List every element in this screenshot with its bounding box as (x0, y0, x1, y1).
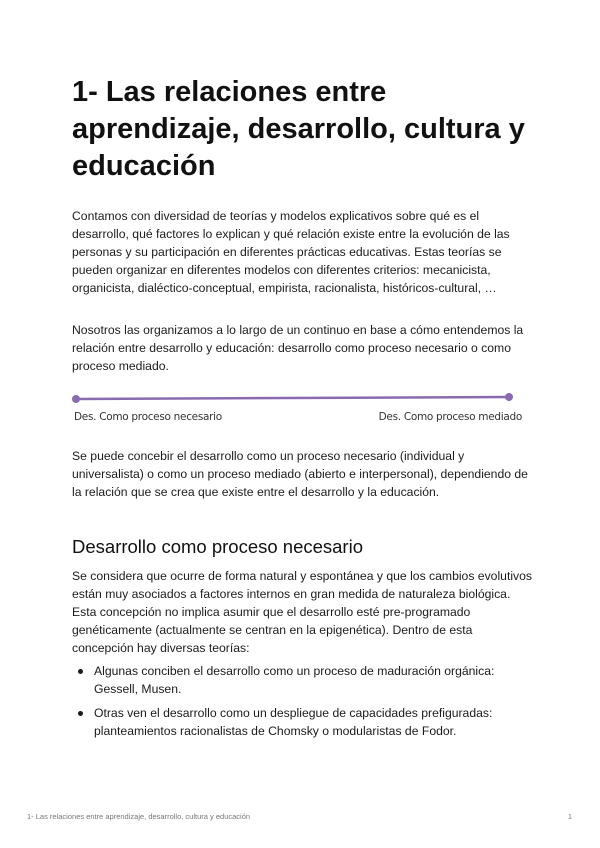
continuum-paragraph: Nosotros las organizamos a lo largo de un continuo en base a cómo entendemos la relación entre desarrollo y educación: desarrollo como proceso necesario o como proceso mediado. (72, 323, 524, 373)
conception-paragraph: Se puede concebir el desarrollo como un proceso necesario (individual y universalista) o como un proceso mediado (abierto e interpersonal), dependiendo de la relación que se crea que existe entre el desarrollo y la educación. (72, 449, 528, 499)
theories-list (72, 662, 532, 746)
continuum-left-label: Des. Como proceso necesario (74, 411, 222, 423)
section-paragraph: Se considera que ocurre de forma natural y espontánea y que los cambios evolutivos están muy asociados a factores internos en gran medida de naturaleza biológica. Esta concepción no implica asumir que el desarrollo esté pre-programado genéticamente (actualmente se centran en la epigenética). Dentro de esta concepción hay diversas teorías: (72, 569, 533, 655)
bullet-dot (78, 711, 83, 716)
continuum-left-end (72, 395, 80, 403)
continuum-axis (76, 397, 509, 399)
page-footer: 1- Las relaciones entre aprendizaje, desarrollo, cultura y educación (27, 812, 251, 821)
page-title: 1- Las relaciones entre aprendizaje, desarrollo, cultura y educación (72, 76, 525, 182)
list-item-text: Algunas conciben el desarrollo como un proceso de maduración orgánica: Gessell, Musen. (94, 664, 495, 696)
continuum-right-label: Des. Como proceso mediado (378, 411, 522, 423)
continuum-line (72, 389, 528, 409)
section-heading: Desarrollo como proceso necesario (72, 536, 363, 557)
intro-paragraph: Contamos con diversidad de teorías y modelos explicativos sobre qué es el desarrollo, qué factores lo explican y qué relación existe entre la evolución de las personas y su participación en diferentes prácticas educativas. Estas teorías se pueden organizar en diferentes modelos con diferentes criterios: mecanicista, organicista, dialéctico-conceptual, empirista, racionalista, históricos-cultural, … (72, 209, 510, 295)
page-number: 1 (567, 812, 572, 821)
list-item (72, 704, 532, 740)
list-item (72, 662, 532, 698)
bullet-dot (78, 669, 83, 674)
continuum-right-end (505, 393, 513, 401)
development-continuum (72, 389, 528, 429)
list-item-text: Otras ven el desarrollo como un despliegue de capacidades prefiguradas: planteamientos racionalistas de Chomsky o modularistas de Fodor. (94, 706, 493, 738)
